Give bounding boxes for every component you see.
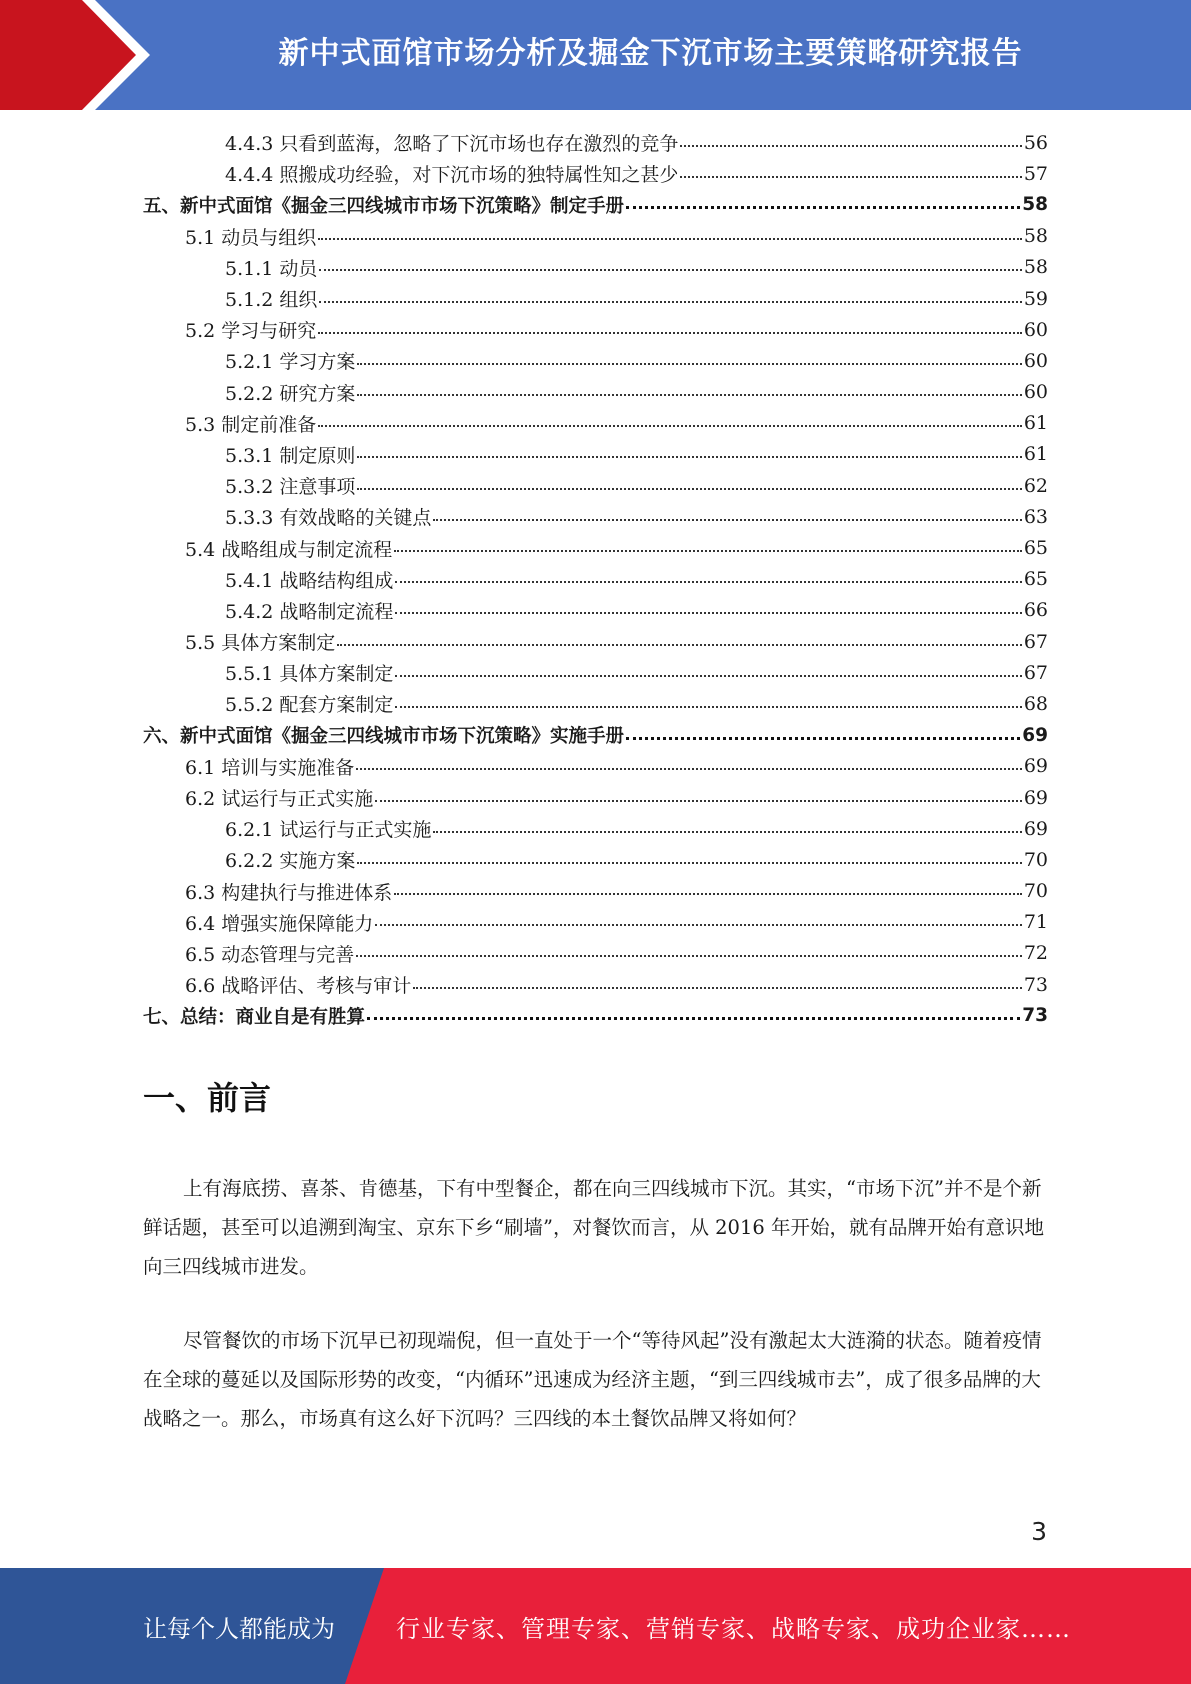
- toc-entry-page: 70: [1023, 848, 1048, 871]
- toc-entry-title: 5.2 学习与研究: [185, 320, 317, 343]
- toc-dot-leader: [680, 145, 1021, 147]
- toc-entry[interactable]: [143, 439, 1048, 470]
- toc-entry-title: 5.2.2 研究方案: [225, 382, 356, 405]
- toc-entry-title: 6.2.2 实施方案: [225, 850, 356, 873]
- toc-entry-title: 5.3 制定前准备: [185, 413, 317, 436]
- toc-entry[interactable]: [143, 408, 1048, 439]
- toc-entry-page: 65: [1023, 568, 1048, 591]
- toc-entry-page: 58: [1023, 225, 1048, 248]
- toc-entry[interactable]: [143, 470, 1048, 501]
- toc-dot-leader: [680, 176, 1021, 178]
- toc-entry-page: 61: [1023, 412, 1048, 435]
- toc-dot-leader: [375, 800, 1022, 802]
- toc-entry-title: 5.1.2 组织: [225, 289, 318, 312]
- toc-entry[interactable]: [143, 969, 1048, 1000]
- toc-entry-page: 62: [1023, 474, 1048, 497]
- toc-entry-title: 六、新中式面馆《掘金三四线城市市场下沉策略》实施手册: [143, 726, 625, 748]
- toc-entry-title: 5.1.1 动员: [225, 257, 318, 280]
- toc-entry-title: 五、新中式面馆《掘金三四线城市市场下沉策略》制定手册: [143, 195, 625, 217]
- toc-entry[interactable]: [143, 595, 1048, 626]
- toc-entry[interactable]: [143, 221, 1048, 252]
- toc-entry[interactable]: [143, 782, 1048, 813]
- toc-entry-page: 71: [1023, 911, 1048, 934]
- toc-dot-leader: [395, 706, 1021, 708]
- toc-entry-page: 60: [1023, 349, 1048, 372]
- toc-entry-page: 73: [1023, 973, 1048, 996]
- toc-entry-page: 60: [1023, 381, 1048, 404]
- toc-entry-page: 63: [1023, 505, 1048, 528]
- toc-entry-title: 5.4 战略组成与制定流程: [185, 538, 393, 561]
- toc-dot-leader: [626, 206, 1020, 209]
- toc-entry-title: 4.4.4 照搬成功经验，对下沉市场的独特属性知之甚少: [225, 164, 679, 187]
- paragraph: 上有海底捞、喜茶、肯德基，下有中型餐企，都在向三四线城市下沉。其实，“市场下沉”并不是个新鲜话题，甚至可以追溯到淘宝、京东下乡“刷墙”，对餐饮而言，从 2016 年开始，就有品牌开始有意识地向三四线城市进发。: [143, 1177, 1044, 1278]
- toc-entry[interactable]: [143, 314, 1048, 345]
- toc-entry-page: 58: [1022, 194, 1048, 216]
- toc-entry-page: 59: [1023, 287, 1048, 310]
- toc-entry-title: 5.3.2 注意事项: [225, 476, 356, 499]
- toc-entry[interactable]: [143, 688, 1048, 719]
- toc-dot-leader: [395, 612, 1021, 614]
- toc-dot-leader: [318, 332, 1022, 334]
- toc-dot-leader: [375, 924, 1022, 926]
- toc-dot-leader: [394, 550, 1022, 552]
- toc-dot-leader: [318, 238, 1022, 240]
- toc-entry-page: 61: [1023, 443, 1048, 466]
- toc-entry-page: 68: [1023, 692, 1048, 715]
- toc-entry-page: 70: [1023, 880, 1048, 903]
- toc-entry-title: 6.5 动态管理与完善: [185, 943, 355, 966]
- toc-entry[interactable]: [143, 532, 1048, 563]
- toc-entry-page: 56: [1023, 131, 1048, 154]
- toc-dot-leader: [357, 862, 1021, 864]
- toc-entry[interactable]: [143, 252, 1048, 283]
- toc-entry[interactable]: [143, 626, 1048, 657]
- toc-entry-title: 5.5.2 配套方案制定: [225, 694, 394, 717]
- toc-entry[interactable]: [143, 938, 1048, 969]
- toc-entry-page: 67: [1023, 630, 1048, 653]
- toc-entry-page: 57: [1023, 162, 1048, 185]
- toc-dot-leader: [626, 737, 1020, 740]
- toc-entry[interactable]: [143, 751, 1048, 782]
- toc-entry-page: 73: [1022, 1005, 1048, 1027]
- toc-dot-leader: [319, 301, 1021, 303]
- toc-entry-title: 6.4 增强实施保障能力: [185, 912, 374, 935]
- table-of-contents: [143, 127, 1048, 1031]
- toc-entry-title: 6.2 试运行与正式实施: [185, 788, 374, 811]
- footer-slogan-left: 让每个人都能成为: [143, 1614, 335, 1643]
- toc-entry-title: 6.3 构建执行与推进体系: [185, 881, 393, 904]
- toc-dot-leader: [395, 675, 1021, 677]
- toc-dot-leader: [357, 488, 1021, 490]
- toc-entry-title: 4.4.3 只看到蓝海，忽略了下沉市场也存在激烈的竞争: [225, 133, 679, 156]
- toc-entry[interactable]: [143, 813, 1048, 844]
- toc-entry[interactable]: [143, 657, 1048, 688]
- page-number: 3: [1031, 1517, 1047, 1546]
- toc-entry-page: 69: [1023, 786, 1048, 809]
- toc-entry[interactable]: [143, 189, 1048, 220]
- toc-entry-title: 5.3.1 制定原则: [225, 444, 356, 467]
- toc-dot-leader: [413, 987, 1022, 989]
- toc-entry[interactable]: [143, 1000, 1048, 1031]
- toc-entry-page: 69: [1023, 755, 1048, 778]
- toc-dot-leader: [433, 831, 1021, 833]
- toc-entry-page: 66: [1023, 599, 1048, 622]
- toc-dot-leader: [318, 425, 1022, 427]
- toc-entry-page: 67: [1023, 661, 1048, 684]
- toc-entry[interactable]: [143, 907, 1048, 938]
- section-heading: 一、前言: [143, 1079, 272, 1117]
- toc-entry[interactable]: [143, 283, 1048, 314]
- toc-dot-leader: [356, 955, 1022, 957]
- toc-entry-title: 6.6 战略评估、考核与审计: [185, 975, 412, 998]
- paragraph: 尽管餐饮的市场下沉早已初现端倪，但一直处于一个“等待风起”没有激起太大涟漪的状态。随着疫情在全球的蔓延以及国际形势的改变，“内循环”迅速成为经济主题，“到三四线城市去”，成了很多品牌的大战略之一。那么，市场真有这么好下沉吗？三四线的本土餐饮品牌又将如何？: [143, 1329, 1042, 1430]
- toc-entry[interactable]: [143, 345, 1048, 376]
- toc-dot-leader: [394, 893, 1022, 895]
- toc-entry-page: 60: [1023, 318, 1048, 341]
- toc-dot-leader: [337, 644, 1022, 646]
- toc-dot-leader: [319, 269, 1021, 271]
- toc-entry-title: 6.2.1 试运行与正式实施: [225, 819, 432, 842]
- toc-entry-page: 69: [1022, 724, 1048, 746]
- toc-entry[interactable]: [143, 377, 1048, 408]
- toc-entry[interactable]: [143, 876, 1048, 907]
- toc-dot-leader: [367, 1017, 1020, 1020]
- report-title: 新中式面馆市场分析及掘金下沉市场主要策略研究报告: [278, 36, 1023, 71]
- toc-entry[interactable]: [143, 564, 1048, 595]
- toc-entry[interactable]: [143, 158, 1048, 189]
- toc-entry-title: 6.1 培训与实施准备: [185, 756, 355, 779]
- toc-dot-leader: [357, 456, 1021, 458]
- toc-dot-leader: [395, 581, 1021, 583]
- toc-entry[interactable]: [143, 720, 1048, 751]
- toc-entry-page: 65: [1023, 537, 1048, 560]
- toc-entry-title: 5.1 动员与组织: [185, 226, 317, 249]
- toc-entry-title: 七、总结：商业自是有胜算: [143, 1006, 366, 1028]
- toc-entry-title: 5.3.3 有效战略的关键点: [225, 507, 432, 530]
- toc-dot-leader: [357, 363, 1021, 365]
- toc-dot-leader: [357, 394, 1021, 396]
- toc-entry-page: 72: [1023, 942, 1048, 965]
- toc-dot-leader: [356, 768, 1022, 770]
- toc-entry-page: 69: [1023, 817, 1048, 840]
- toc-entry[interactable]: [143, 501, 1048, 532]
- toc-entry-title: 5.4.1 战略结构组成: [225, 569, 394, 592]
- toc-entry-title: 5.5.1 具体方案制定: [225, 663, 394, 686]
- toc-dot-leader: [433, 519, 1021, 521]
- toc-entry[interactable]: [143, 844, 1048, 875]
- toc-entry-title: 5.5 具体方案制定: [185, 632, 336, 655]
- footer-slogan-right: 行业专家、管理专家、营销专家、战略专家、成功企业家……: [396, 1614, 1071, 1643]
- toc-entry-title: 5.4.2 战略制定流程: [225, 600, 394, 623]
- toc-entry-page: 58: [1023, 256, 1048, 279]
- toc-entry[interactable]: [143, 127, 1048, 158]
- toc-entry-title: 5.2.1 学习方案: [225, 351, 356, 374]
